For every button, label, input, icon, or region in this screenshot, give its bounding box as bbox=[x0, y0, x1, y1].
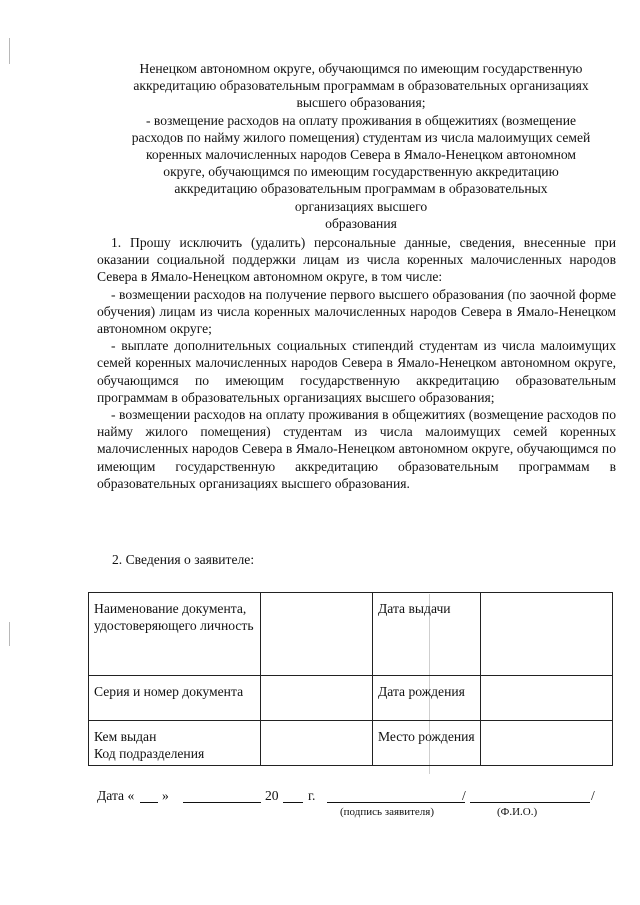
intro-line: аккредитацию образовательным программам в образовательных организациях высшего bbox=[174, 181, 548, 214]
series-number-value[interactable] bbox=[261, 676, 373, 721]
intro-line: расходов по найму жилого помещения) студентам из числа малоимущих семей bbox=[131, 129, 591, 145]
division-code-text: Код подразделения bbox=[94, 746, 205, 762]
issued-by-value[interactable] bbox=[261, 721, 373, 766]
intro-line: высшего образования; bbox=[296, 95, 426, 111]
scan-edge-mark bbox=[9, 38, 10, 64]
section-1-lead: 1. Прошу исключить (удалить) персональные данные, сведения, внесенные при оказании социальной поддержки лицам из числа коренных малочисленных народов Севера в Ямало-Ненецком автономном округе, в том числе: bbox=[97, 235, 616, 285]
applicant-info-table bbox=[88, 592, 613, 766]
birth-date-value[interactable] bbox=[481, 676, 613, 721]
doc-name-value[interactable] bbox=[261, 593, 373, 676]
table-row bbox=[89, 676, 613, 721]
full-name-field[interactable] bbox=[470, 802, 590, 803]
slash: / bbox=[462, 788, 466, 803]
scan-edge-mark bbox=[9, 622, 10, 646]
date-year-field[interactable] bbox=[283, 802, 303, 803]
intro-line: Ненецком автономном округе, обучающимся по имеющим государственную bbox=[139, 61, 583, 76]
series-number-label: Серия и номер документа bbox=[89, 676, 261, 721]
birth-date-label: Дата рождения bbox=[373, 676, 481, 721]
issue-date-value[interactable] bbox=[481, 593, 613, 676]
year-prefix: 20 bbox=[265, 788, 279, 803]
signature-field[interactable] bbox=[327, 802, 465, 803]
birth-place-label: Место рождения bbox=[373, 721, 481, 766]
intro-line: образования bbox=[325, 215, 397, 231]
table-row bbox=[89, 721, 613, 766]
intro-line: - возмещение расходов на оплату проживания в общежитиях (возмещение bbox=[145, 112, 577, 128]
intro-block bbox=[96, 60, 626, 232]
intro-line: округе, обучающимся по имеющим государственную аккредитацию bbox=[163, 164, 559, 180]
issue-date-label: Дата выдачи bbox=[373, 593, 481, 676]
slash: / bbox=[591, 788, 595, 803]
table-row bbox=[89, 593, 613, 676]
full-name-caption: (Ф.И.О.) bbox=[497, 806, 538, 818]
intro-line: коренных малочисленных народов Севера в Ямало-Ненецком автономном bbox=[145, 147, 577, 163]
section-1-item: - возмещении расходов на получение первого высшего образования (по заочной форме обучения) лицам из числа коренных малочисленных народов Севера в Ямало-Ненецком автономном округе; bbox=[97, 286, 616, 337]
date-day-field[interactable] bbox=[140, 802, 158, 803]
year-suffix: г. bbox=[308, 788, 316, 803]
intro-line: аккредитацию образовательным программам в образовательных организациях bbox=[133, 78, 589, 94]
issued-by-label bbox=[89, 721, 261, 766]
birth-place-value[interactable] bbox=[481, 721, 613, 766]
section-2-title: 2. Сведения о заявителе: bbox=[112, 552, 255, 567]
signature-caption: (подпись заявителя) bbox=[340, 806, 435, 818]
date-quote-close: » bbox=[162, 788, 169, 803]
section-1 bbox=[97, 234, 616, 492]
section-1-item: - выплате дополнительных социальных стипендий студентам из числа малоимущих семей коренных малочисленных народов Севера в Ямало-Ненецком автономном округе, обучающимся по имеющим государственную аккредитацию образовательным программам в образовательных организациях высшего образования; bbox=[97, 338, 616, 405]
date-label: Дата « bbox=[97, 788, 135, 803]
issued-by-text: Кем выдан bbox=[94, 729, 157, 744]
date-month-field[interactable] bbox=[183, 802, 261, 803]
doc-name-label: Наименование документа, удостоверяющего личность bbox=[89, 593, 261, 676]
section-1-item: - возмещении расходов на оплату проживания в общежитиях (возмещение расходов по найму жилого помещения) студентам из числа малоимущих семей коренных малочисленных народов Севера в Ямало-Ненецком автономном округе, обучающимся по имеющим государственную аккредитацию образовательным программам в образовательных организациях высшего образования. bbox=[97, 407, 616, 491]
